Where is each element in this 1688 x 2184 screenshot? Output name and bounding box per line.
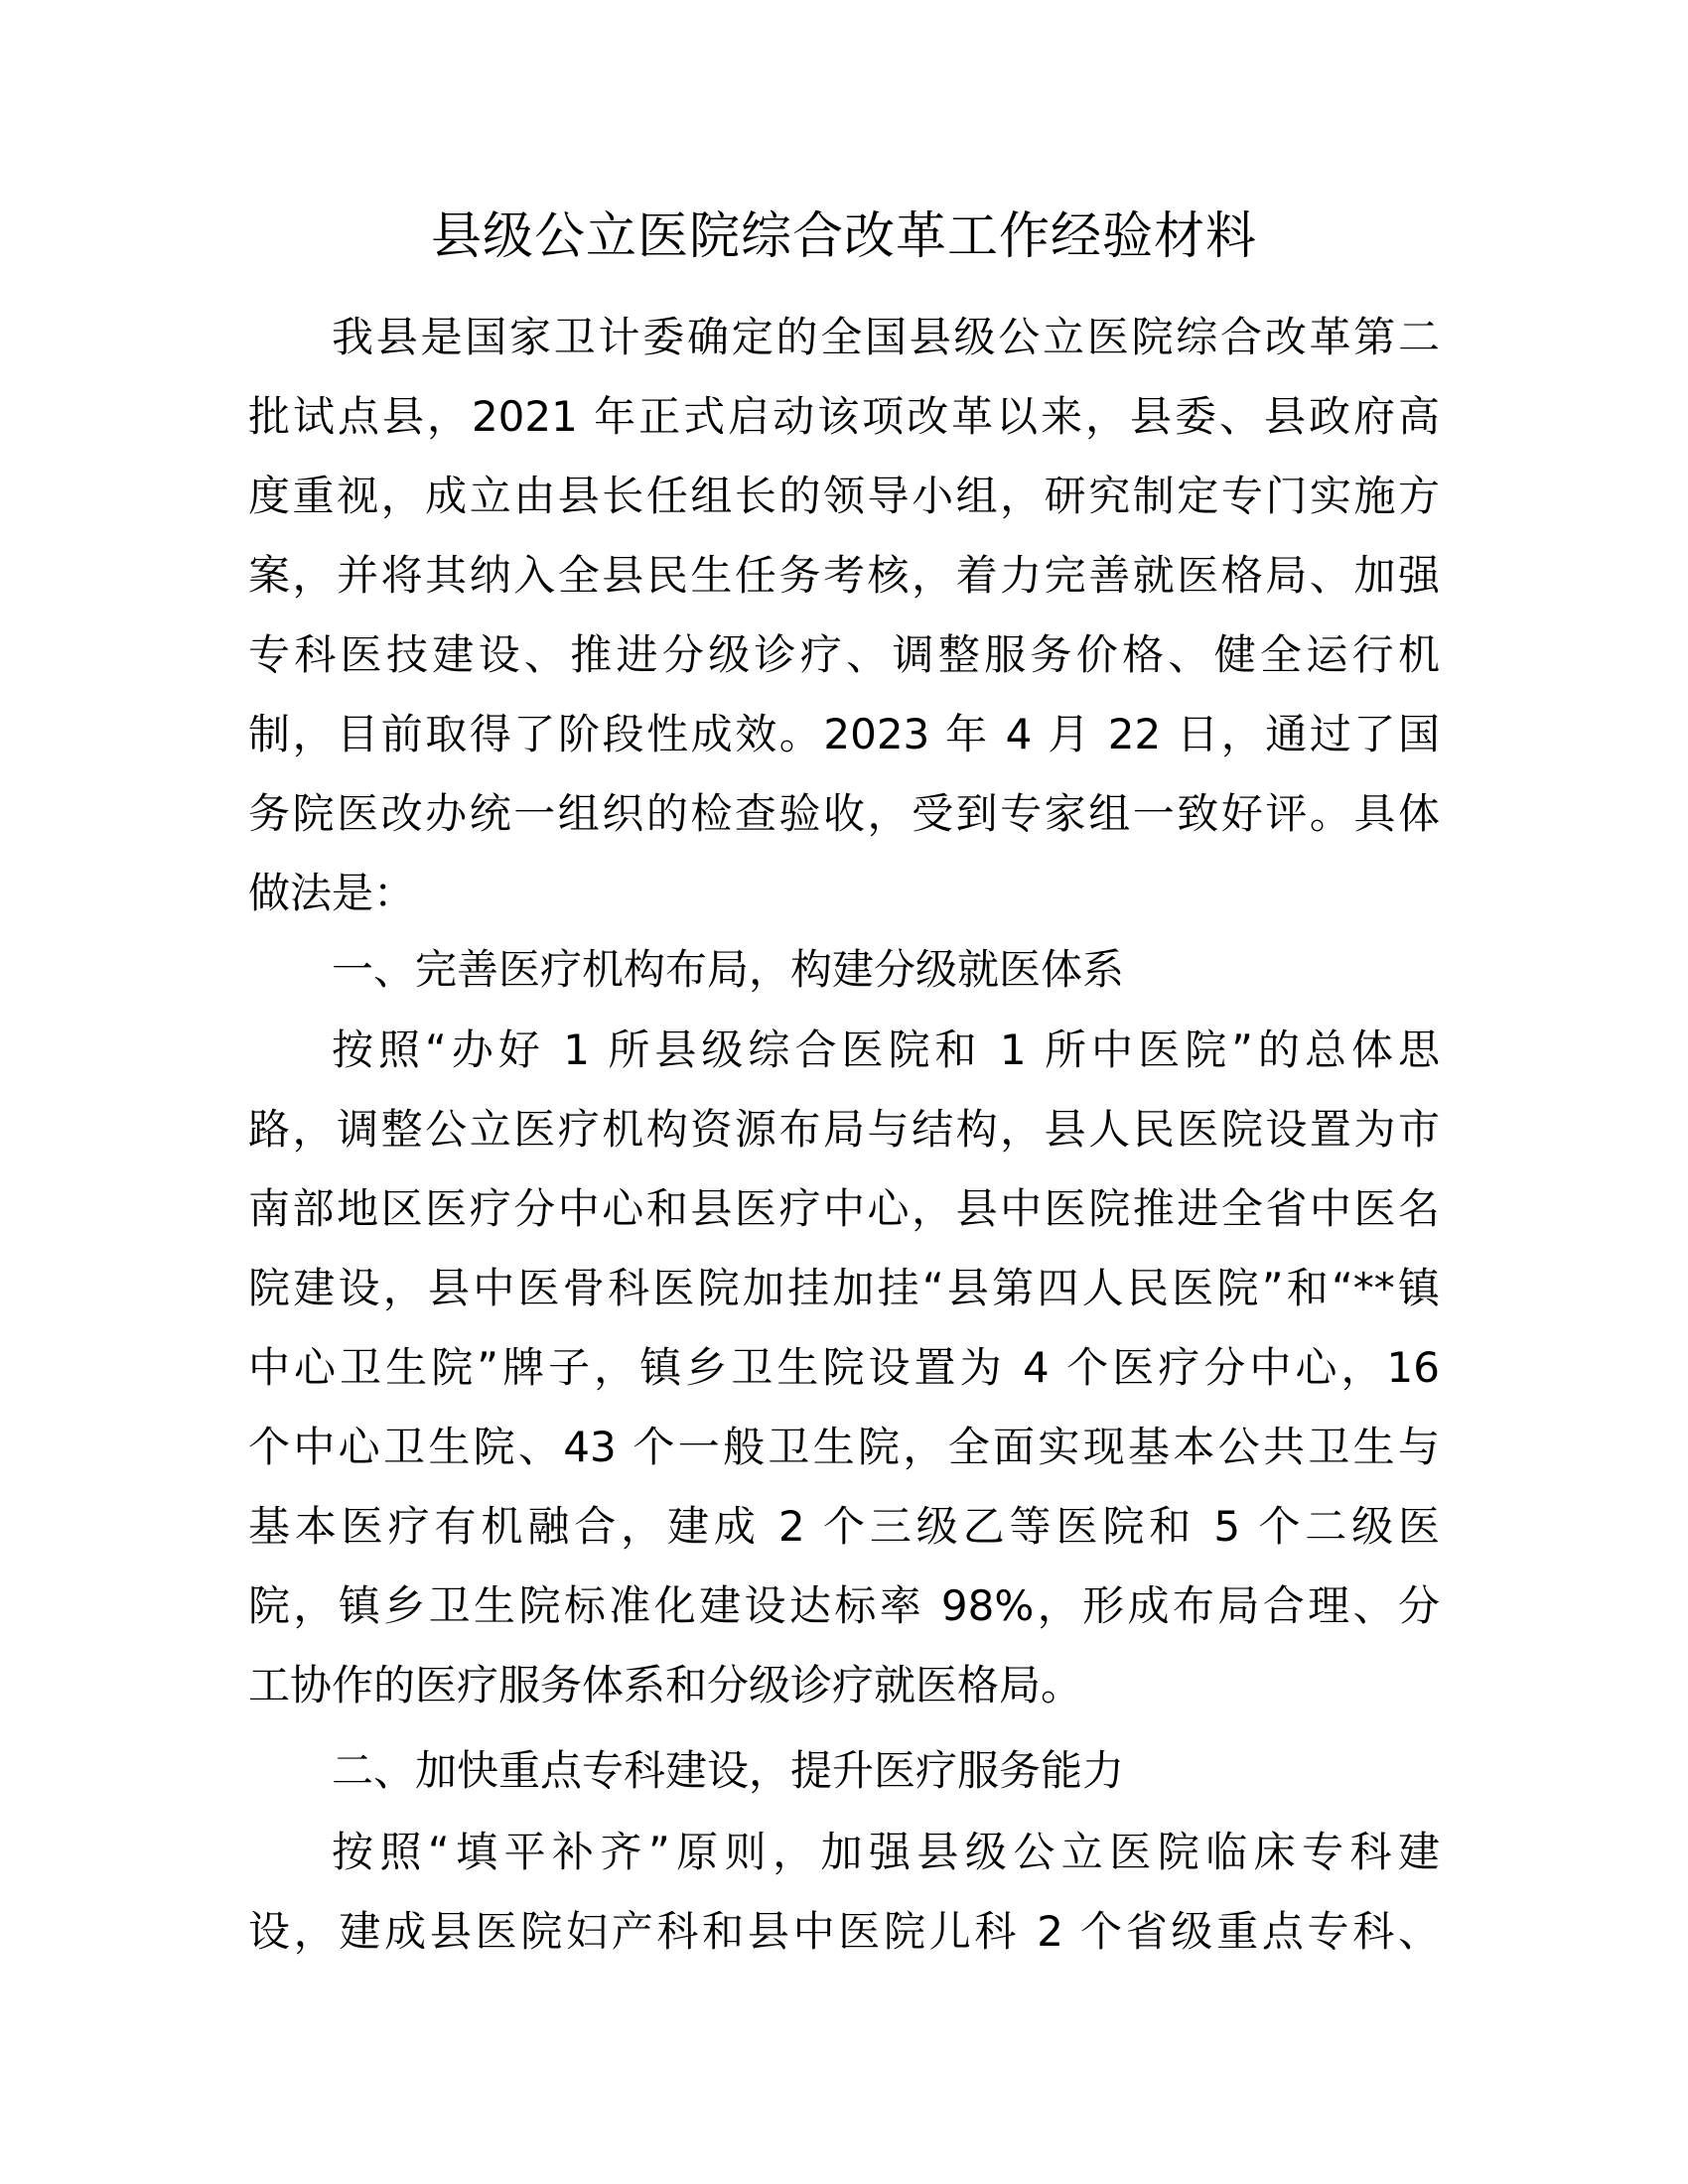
paragraph-line: 务院医改办统一组织的检查验收，受到专家组一致好评。具体 (248, 789, 1440, 838)
paragraph-line: 院，镇乡卫生院标准化建设达标率 98%，形成布局合理、分 (248, 1581, 1440, 1630)
document-title: 县级公立医院综合改革工作经验材料 (430, 207, 1257, 266)
section-heading-1 (248, 930, 1440, 1010)
paragraph-line: 院建设，县中医骨科医院加挂加挂“县第四人民医院”和“**镇 (248, 1264, 1440, 1312)
paragraph-line: 基本医疗有机融合，建成 2 个三级乙等医院和 5 个二级医 (248, 1502, 1440, 1551)
paragraph-line: 按照“办好 1 所县级综合医院和 1 所中医院”的总体思 (332, 1025, 1440, 1074)
paragraph-line: 按照“填平补齐”原则，加强县级公立医院临床专科建 (332, 1828, 1440, 1876)
paragraph-line: 路，调整公立医疗机构资源布局与结构，县人民医院设置为市 (248, 1105, 1440, 1154)
paragraph-line: 工协作的医疗服务体系和分级诊疗就医格局。 (248, 1661, 1083, 1709)
paragraph-line: 中心卫生院”牌子，镇乡卫生院设置为 4 个医疗分中心，16 (248, 1343, 1440, 1392)
paragraph-line: 我县是国家卫计委确定的全国县级公立医院综合改革第二 (332, 313, 1440, 361)
paragraph-line: 度重视，成立由县长任组长的领导小组，研究制定专门实施方 (248, 472, 1440, 520)
paragraph-line: 个中心卫生院、43 个一般卫生院，全面实现基本公共卫生与 (248, 1423, 1440, 1471)
paragraph-line: 设，建成县医院妇产科和县中医院儿科 2 个省级重点专科、 (248, 1907, 1440, 1956)
paragraph-section-1 (248, 1011, 1440, 1725)
section-heading-text: 一、完善医疗机构布局，构建分级就医体系 (332, 945, 1125, 994)
paragraph-line: 批试点县，2021 年正式启动该项改革以来，县委、县政府高 (248, 392, 1440, 441)
section-heading-2 (248, 1731, 1440, 1811)
paragraph-section-2 (248, 1813, 1440, 1972)
paragraph-line: 专科医技建设、推进分级诊疗、调整服务价格、健全运行机 (248, 630, 1440, 679)
paragraph-line: 南部地区医疗分中心和县医疗中心，县中医院推进全省中医名 (248, 1184, 1440, 1233)
paragraph-line: 案，并将其纳入全县民生任务考核，着力完善就医格局、加强 (248, 551, 1440, 600)
section-heading-text: 二、加快重点专科建设，提升医疗服务能力 (332, 1746, 1125, 1795)
paragraph-line: 做法是： (248, 869, 416, 917)
paragraph-intro (248, 298, 1440, 933)
paragraph-line: 制，目前取得了阶段性成效。2023 年 4 月 22 日，通过了国 (248, 710, 1440, 758)
